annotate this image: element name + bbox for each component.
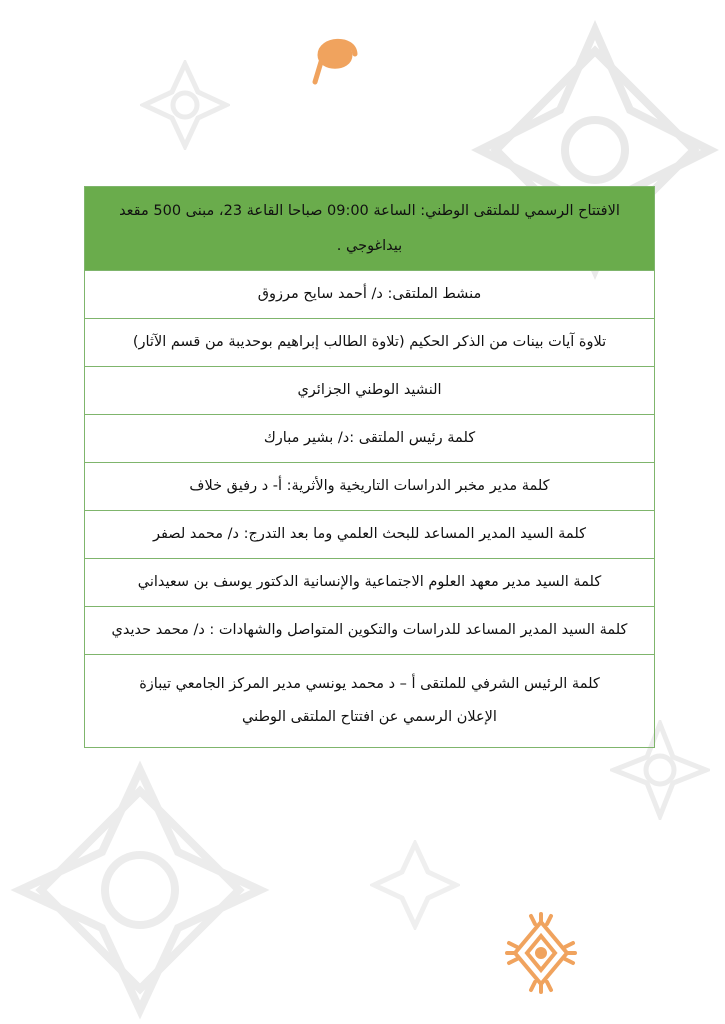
table-row — [85, 187, 655, 271]
table-row — [85, 319, 655, 367]
table-row — [85, 655, 655, 748]
background-star-ornament-bottom-center — [370, 840, 460, 930]
program-item: كلمة السيد مدير معهد العلوم الاجتماعية والإنسانية الدكتور يوسف بن سعيداني — [85, 559, 655, 607]
spiral-logo-icon — [304, 22, 364, 92]
program-item: كلمة السيد المدير المساعد للبحث العلمي وما بعد التدرج: د/ محمد لصفر — [85, 511, 655, 559]
program-item-final — [85, 655, 655, 748]
honorary-president-speech: كلمة الرئيس الشرفي للملتقى أ – د محمد يونسي مدير المركز الجامعي تيبازة — [139, 675, 600, 692]
table-row — [85, 511, 655, 559]
official-opening-announcement: الإعلان الرسمي عن افتتاح الملتقى الوطني — [242, 709, 497, 725]
table-row — [85, 367, 655, 415]
program-item: كلمة رئيس الملتقى :د/ بشير مبارك — [85, 415, 655, 463]
program-table — [84, 186, 655, 748]
program-item: تلاوة آيات بينات من الذكر الحكيم (تلاوة الطالب إبراهيم بوحديبة من قسم الآثار) — [85, 319, 655, 367]
program-item: النشيد الوطني الجزائري — [85, 367, 655, 415]
table-row — [85, 415, 655, 463]
background-star-ornament-bottom-left — [10, 760, 270, 1020]
opening-header: الافتتاح الرسمي للملتقى الوطني: الساعة 09:00 صباحا القاعة 23، مبنى 500 مقعد بيداغوجي . — [85, 187, 655, 271]
background-star-ornament-top-left — [140, 60, 230, 150]
diamond-ornament-icon — [505, 912, 577, 994]
program-item: منشط الملتقى: د/ أحمد سايح مرزوق — [85, 271, 655, 319]
table-row — [85, 463, 655, 511]
table-row — [85, 271, 655, 319]
program-item: كلمة السيد المدير المساعد للدراسات والتكوين المتواصل والشهادات : د/ محمد حديدي — [85, 607, 655, 655]
table-row — [85, 607, 655, 655]
table-row — [85, 559, 655, 607]
program-item: كلمة مدير مخبر الدراسات التاريخية والأثرية: أ- د رفيق خلاف — [85, 463, 655, 511]
